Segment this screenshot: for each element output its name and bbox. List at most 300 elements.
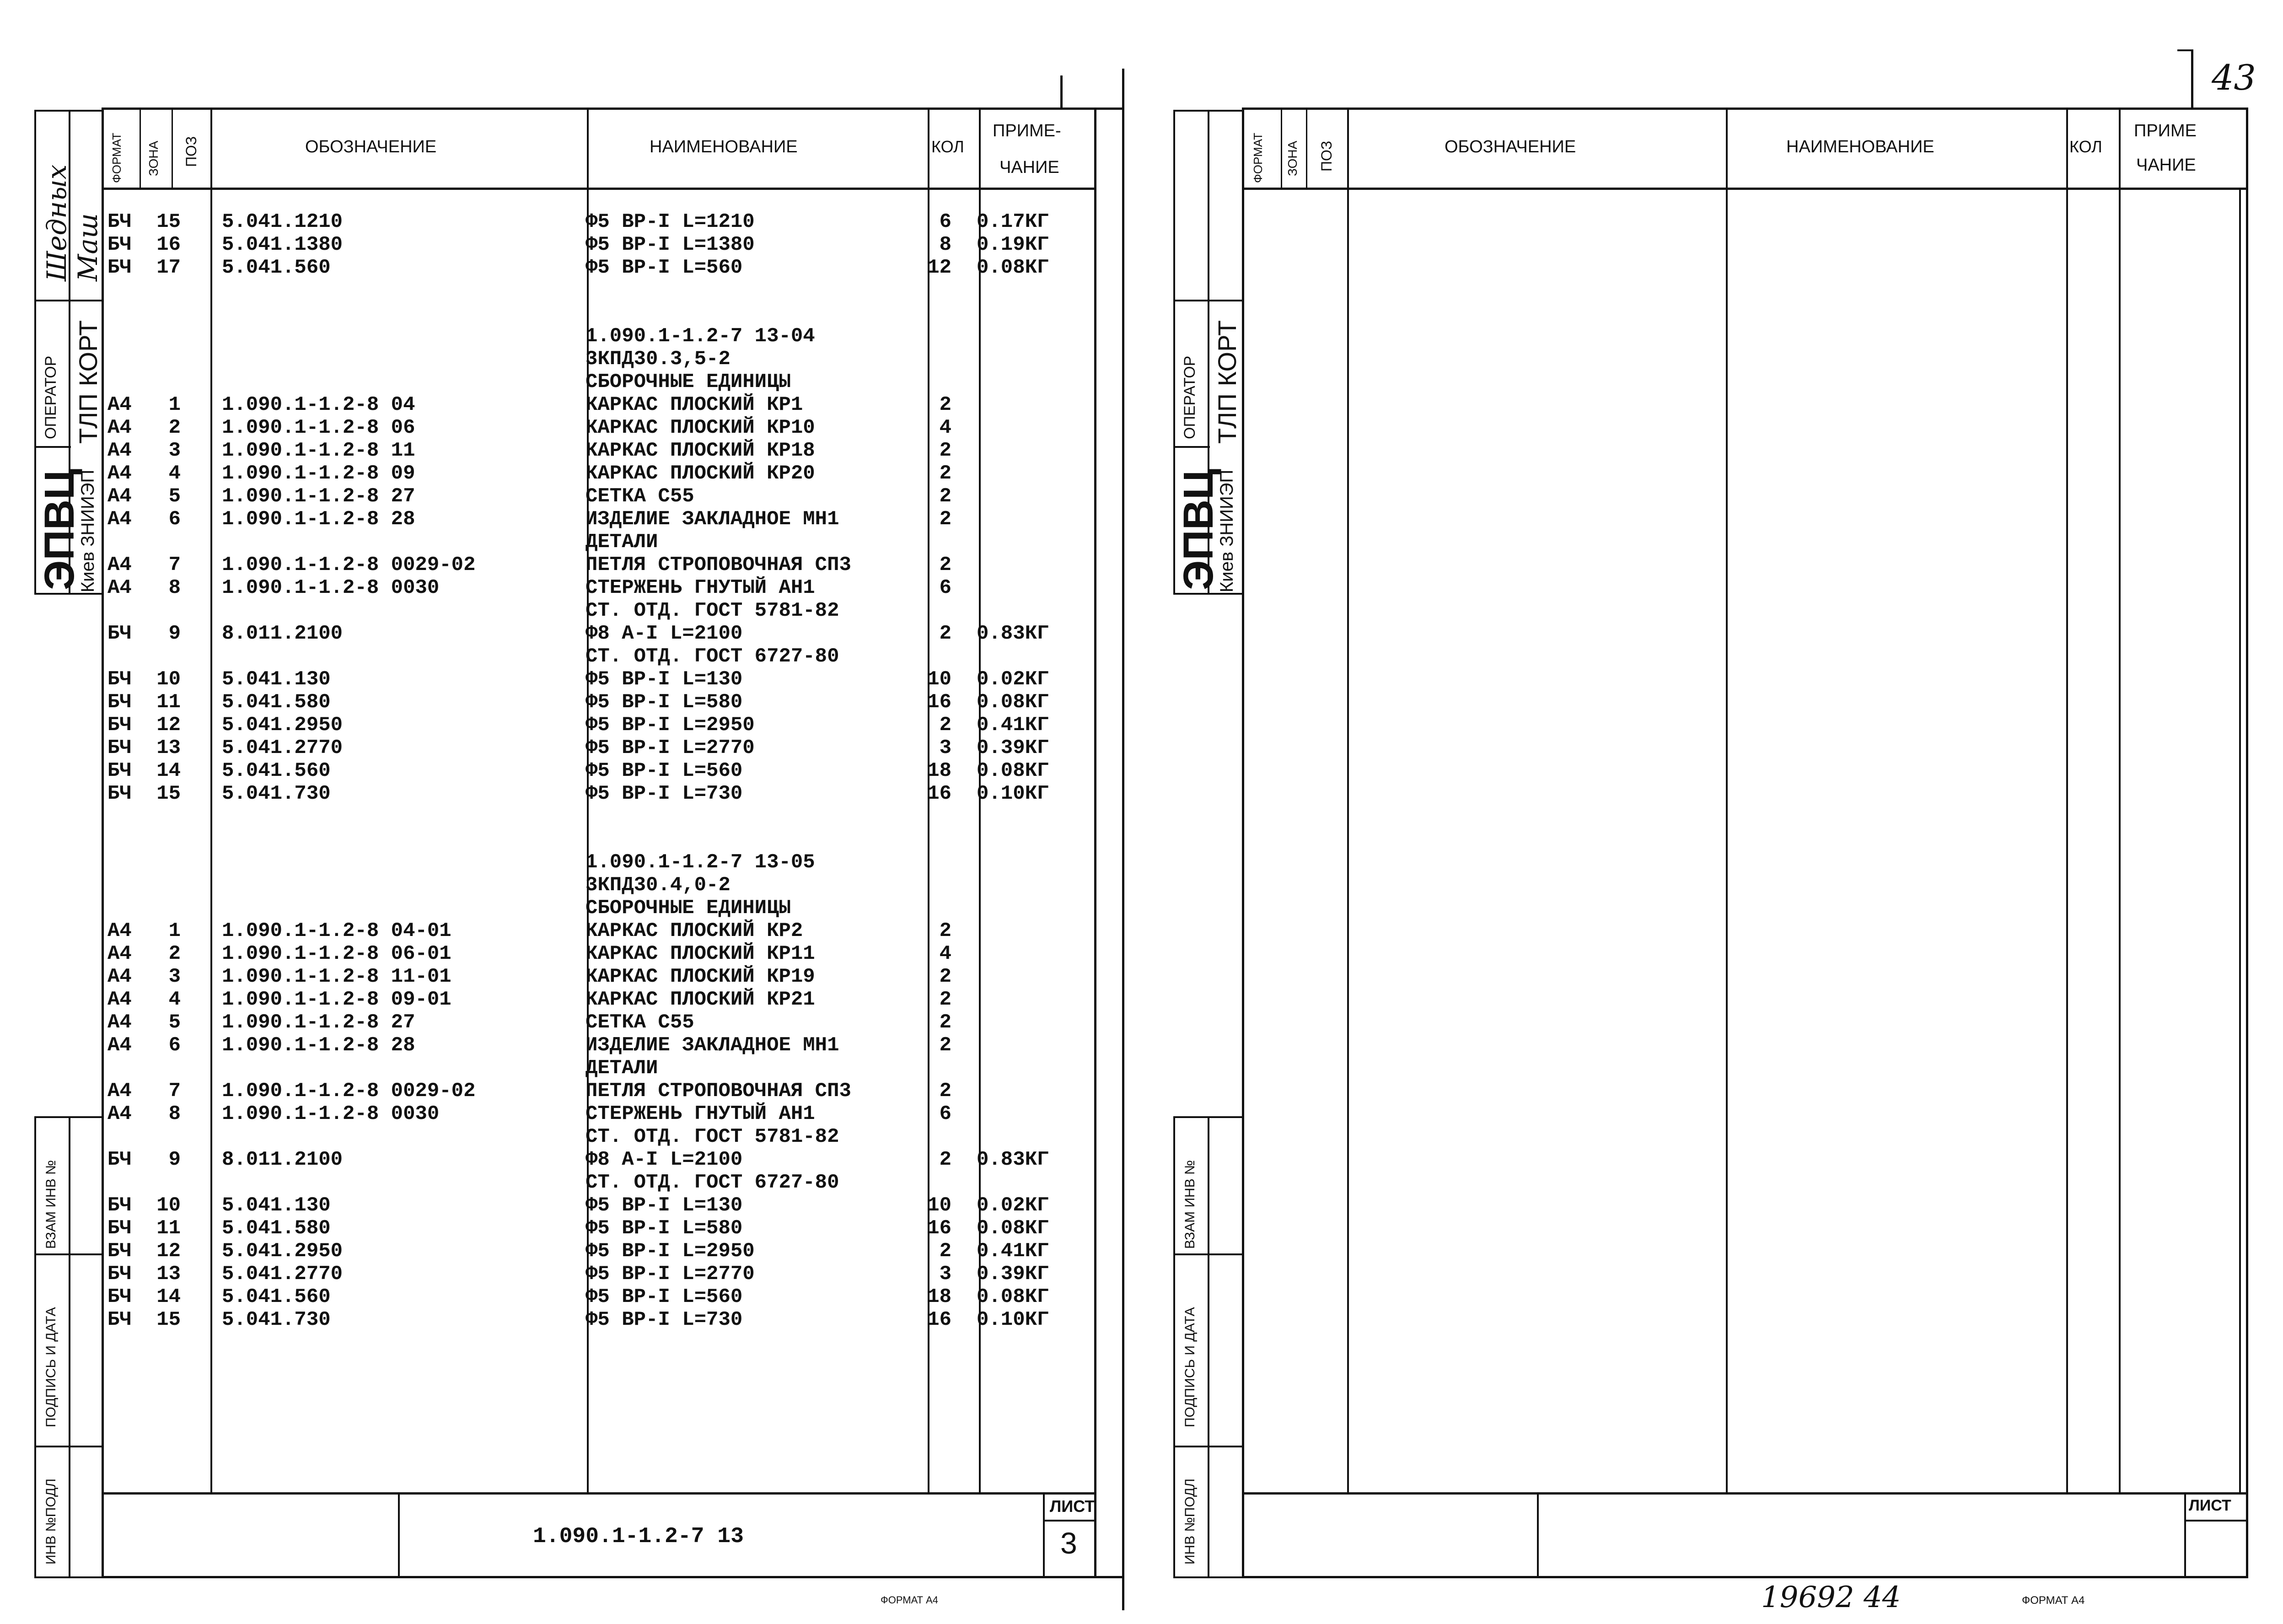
operator-value: ТЛП КОРТ — [74, 320, 102, 444]
header-zona: ЗОНА — [146, 140, 161, 176]
row-poz: 13 — [156, 1263, 181, 1285]
row-qty: 2 — [939, 462, 951, 485]
r-header-poz: ПОЗ — [1318, 140, 1335, 172]
row-qty: 2 — [939, 1080, 951, 1102]
side-fields-mid — [69, 1116, 70, 1578]
row-designation: 8.011.2100 — [222, 1148, 343, 1171]
row-name: Ф5 ВР-I L=2770 — [586, 1263, 755, 1285]
row-format: А4 — [107, 1080, 132, 1102]
row-designation: 1.090.1-1.2-8 28 — [222, 1034, 415, 1057]
spec-row — [107, 874, 1091, 897]
row-poz: 6 — [168, 1034, 181, 1057]
left-stamp-sep-2 — [34, 446, 71, 448]
spec-row — [107, 554, 1091, 576]
row-format: А4 — [107, 439, 132, 462]
row-name: Ф5 ВР-I L=2950 — [586, 1240, 755, 1263]
row-format: БЧ — [107, 233, 132, 256]
row-qty: 3 — [939, 737, 951, 759]
header-primechanie-1: ПРИМЕ- — [993, 121, 1061, 140]
row-poz: 7 — [168, 1080, 181, 1102]
row-format: БЧ — [107, 1194, 132, 1217]
row-poz: 12 — [156, 1240, 181, 1263]
row-designation: 1.090.1-1.2-8 09 — [222, 462, 415, 485]
row-designation: 5.041.130 — [222, 668, 331, 691]
row-poz: 15 — [156, 210, 181, 233]
row-poz: 3 — [168, 439, 181, 462]
row-format: БЧ — [107, 782, 132, 805]
row-format: А4 — [107, 988, 132, 1011]
r-frame-right — [2246, 108, 2248, 1578]
row-format: БЧ — [107, 1308, 132, 1331]
row-qty: 2 — [939, 439, 951, 462]
row-name: 3КПД30.4,0-2 — [586, 874, 731, 897]
spec-row — [107, 691, 1091, 714]
row-format: БЧ — [107, 210, 132, 233]
row-format: А4 — [107, 942, 132, 965]
operator-label: ОПЕРАТОР — [42, 355, 59, 439]
row-format: БЧ — [107, 1240, 132, 1263]
spec-row — [107, 256, 1091, 279]
r-org-sub: Киев ЗНИИЭП — [1217, 469, 1237, 592]
row-designation: 5.041.1210 — [222, 210, 343, 233]
spec-row — [107, 508, 1091, 531]
spec-row — [107, 1217, 1091, 1240]
r-left-stamp-sep — [1173, 300, 1243, 301]
spec-row — [107, 1240, 1091, 1263]
row-poz: 8 — [168, 1102, 181, 1125]
row-qty: 16 — [927, 691, 951, 714]
row-designation: 5.041.130 — [222, 1194, 331, 1217]
row-poz: 14 — [156, 759, 181, 782]
r-header-naimenovanie: НАИМЕНОВАНИЕ — [1786, 137, 1934, 156]
row-poz: 2 — [168, 416, 181, 439]
row-name: ИЗДЕЛИЕ ЗАКЛАДНОЕ МН1 — [586, 508, 839, 531]
row-format: А4 — [107, 965, 132, 988]
row-format: БЧ — [107, 256, 132, 279]
spec-row — [107, 828, 1091, 851]
r-frame-bottom — [1242, 1576, 2248, 1578]
row-qty: 18 — [927, 1285, 951, 1308]
spec-row — [107, 1034, 1091, 1057]
row-qty: 2 — [939, 508, 951, 531]
row-name: Ф5 ВР-I L=560 — [586, 759, 743, 782]
row-poz: 11 — [156, 1217, 181, 1240]
r-operator-label: ОПЕРАТОР — [1181, 355, 1198, 439]
row-name: Ф8 А-I L=2100 — [586, 622, 743, 645]
row-name: КАРКАС ПЛОСКИЙ КР10 — [586, 416, 815, 439]
spec-row — [107, 371, 1091, 393]
row-format: А4 — [107, 576, 132, 599]
spec-row — [107, 851, 1091, 874]
org-main: ЭПВЦ — [36, 468, 83, 590]
spec-row — [107, 1263, 1091, 1285]
row-format: А4 — [107, 554, 132, 576]
row-name: Ф5 ВР-I L=580 — [586, 1217, 743, 1240]
row-format: БЧ — [107, 1217, 132, 1240]
row-note: 0.08КГ — [977, 1285, 1049, 1308]
r-header-separator — [1244, 188, 2246, 190]
spec-row — [107, 988, 1091, 1011]
row-name: Ф5 ВР-I L=130 — [586, 1194, 743, 1217]
row-poz: 5 — [168, 485, 181, 508]
row-qty: 16 — [927, 1308, 951, 1331]
row-qty: 2 — [939, 622, 951, 645]
row-format: БЧ — [107, 1285, 132, 1308]
spec-row — [107, 1148, 1091, 1171]
row-name: КАРКАС ПЛОСКИЙ КР21 — [586, 988, 815, 1011]
row-qty: 2 — [939, 965, 951, 988]
row-note: 0.83КГ — [977, 1148, 1049, 1171]
signature-1: Шедных — [41, 164, 72, 281]
row-name: ИЗДЕЛИЕ ЗАКЛАДНОЕ МН1 — [586, 1034, 839, 1057]
vzam-label: ВЗАМ ИНВ № — [43, 1160, 59, 1249]
left-stamp-sep — [34, 300, 103, 301]
spec-row — [107, 348, 1091, 371]
row-qty: 16 — [927, 1217, 951, 1240]
row-poz: 7 — [168, 554, 181, 576]
row-designation: 5.041.580 — [222, 1217, 331, 1240]
row-name: Ф5 ВР-I L=2950 — [586, 714, 755, 737]
row-designation: 1.090.1-1.2-8 0029-02 — [222, 554, 476, 576]
row-poz: 1 — [168, 920, 181, 942]
col-format-sep — [140, 108, 141, 188]
row-name: СТ. ОТД. ГОСТ 5781-82 — [586, 599, 839, 622]
page-number: 43 — [2212, 57, 2256, 98]
row-name: Ф5 ВР-I L=130 — [586, 668, 743, 691]
spec-row — [107, 462, 1091, 485]
header-kol: КОЛ — [931, 137, 964, 156]
row-name: КАРКАС ПЛОСКИЙ КР1 — [586, 393, 803, 416]
row-designation: 1.090.1-1.2-8 0029-02 — [222, 1080, 476, 1102]
fold-line — [1122, 69, 1124, 1610]
row-note: 0.19КГ — [977, 233, 1049, 256]
frame-tick — [1060, 75, 1063, 110]
row-poz: 10 — [156, 668, 181, 691]
row-poz: 17 — [156, 256, 181, 279]
spec-row — [107, 759, 1091, 782]
spec-row — [107, 1057, 1091, 1080]
signature-2: Маш — [72, 213, 103, 281]
row-designation: 1.090.1-1.2-8 06-01 — [222, 942, 451, 965]
row-designation: 1.090.1-1.2-8 27 — [222, 485, 415, 508]
r-side-fields-mid — [1208, 1116, 1209, 1578]
row-name: КАРКАС ПЛОСКИЙ КР2 — [586, 920, 803, 942]
r-header-primechanie-2: ЧАНИЕ — [2136, 156, 2196, 175]
header-oboznachenie: ОБОЗНАЧЕНИЕ — [305, 137, 437, 156]
spec-row — [107, 737, 1091, 759]
spec-row — [107, 965, 1091, 988]
r-col-name-sep — [2066, 108, 2068, 1494]
row-name: 1.090.1-1.2-7 13-04 — [586, 325, 815, 348]
r-left-stamp-sep-2 — [1173, 446, 1210, 448]
row-designation: 5.041.2950 — [222, 1240, 343, 1263]
spec-row — [107, 622, 1091, 645]
r-org-main: ЭПВЦ — [1175, 468, 1222, 590]
spec-row — [107, 714, 1091, 737]
r-header-kol: КОЛ — [2069, 137, 2102, 156]
row-name: ПЕТЛЯ СТРОПОВОЧНАЯ СП3 — [586, 1080, 851, 1102]
archive-number: 19692 44 — [1761, 1581, 1901, 1614]
spec-row — [107, 416, 1091, 439]
row-name: Ф5 ВР-I L=730 — [586, 782, 743, 805]
row-qty: 4 — [939, 942, 951, 965]
spec-row — [107, 1308, 1091, 1331]
row-format: БЧ — [107, 714, 132, 737]
row-name: Ф5 ВР-I L=560 — [586, 1285, 743, 1308]
row-name: СЕТКА С55 — [586, 485, 694, 508]
row-poz: 15 — [156, 1308, 181, 1331]
row-format: А4 — [107, 1011, 132, 1034]
row-designation: 5.041.2770 — [222, 737, 343, 759]
row-format: БЧ — [107, 1148, 132, 1171]
row-note: 0.41КГ — [977, 714, 1049, 737]
row-note: 0.10КГ — [977, 1308, 1049, 1331]
r-col-zona-sep — [1306, 108, 1307, 188]
footer-doc-number: 1.090.1-1.2-7 13 — [533, 1524, 744, 1549]
row-note: 0.83КГ — [977, 622, 1049, 645]
spec-row — [107, 1125, 1091, 1148]
frame-bottom — [102, 1576, 1124, 1578]
spec-row — [107, 805, 1091, 828]
row-name: ПЕТЛЯ СТРОПОВОЧНАЯ СП3 — [586, 554, 851, 576]
row-name: КАРКАС ПЛОСКИЙ КР18 — [586, 439, 815, 462]
row-qty: 2 — [939, 714, 951, 737]
row-designation: 5.041.560 — [222, 1285, 331, 1308]
format-label-right: ФОРМАТ А4 — [2022, 1594, 2085, 1607]
r-header-format: ФОРМАТ — [1251, 133, 1265, 183]
row-qty: 12 — [927, 256, 951, 279]
r-corner-tick-v — [2191, 50, 2193, 110]
footer-sheet-number: 3 — [1060, 1526, 1077, 1560]
row-poz: 9 — [168, 1148, 181, 1171]
r-footer-sheet-label: ЛИСТ — [2189, 1497, 2231, 1514]
r-footer-sep-2 — [2184, 1492, 2186, 1577]
inv-label: ИНВ №ПОДЛ — [43, 1479, 59, 1565]
r-col-format-sep — [1281, 108, 1282, 188]
row-qty: 2 — [939, 1240, 951, 1263]
row-poz: 11 — [156, 691, 181, 714]
row-poz: 4 — [168, 462, 181, 485]
row-format: А4 — [107, 508, 132, 531]
row-designation: 5.041.2950 — [222, 714, 343, 737]
r-table-bottom — [1244, 1492, 2246, 1495]
spec-row — [107, 668, 1091, 691]
row-name: Ф5 ВР-I L=560 — [586, 256, 743, 279]
row-name: КАРКАС ПЛОСКИЙ КР19 — [586, 965, 815, 988]
row-designation: 1.090.1-1.2-8 27 — [222, 1011, 415, 1034]
spec-row — [107, 485, 1091, 508]
row-name: СТЕРЖЕНЬ ГНУТЫЙ АН1 — [586, 576, 815, 599]
row-qty: 10 — [927, 668, 951, 691]
row-poz: 13 — [156, 737, 181, 759]
row-poz: 16 — [156, 233, 181, 256]
frame-top — [102, 108, 1124, 110]
col-zona-sep — [172, 108, 173, 188]
row-name: Ф5 ВР-I L=1210 — [586, 210, 755, 233]
row-format: БЧ — [107, 737, 132, 759]
podp-label: ПОДПИСЬ И ДАТА — [43, 1307, 59, 1427]
row-designation: 1.090.1-1.2-8 0030 — [222, 576, 440, 599]
row-designation: 1.090.1-1.2-8 06 — [222, 416, 415, 439]
row-qty: 2 — [939, 393, 951, 416]
r-col-poz-sep — [1347, 108, 1349, 1494]
r-col-des-sep — [1726, 108, 1728, 1494]
row-note: 0.39КГ — [977, 1263, 1049, 1285]
r-operator-value: ТЛП КОРТ — [1213, 320, 1241, 444]
row-name: Ф5 ВР-I L=2770 — [586, 737, 755, 759]
row-format: БЧ — [107, 668, 132, 691]
spec-row — [107, 1285, 1091, 1308]
row-qty: 8 — [939, 233, 951, 256]
row-poz: 12 — [156, 714, 181, 737]
r-header-zona: ЗОНА — [1285, 140, 1300, 176]
row-name: Ф5 ВР-I L=730 — [586, 1308, 743, 1331]
spec-row — [107, 233, 1091, 256]
header-primechanie-2: ЧАНИЕ — [999, 158, 1059, 177]
row-designation: 1.090.1-1.2-8 11 — [222, 439, 415, 462]
row-note: 0.08КГ — [977, 1217, 1049, 1240]
row-format: БЧ — [107, 691, 132, 714]
org-sub: Киев ЗНИИЭП — [78, 469, 98, 592]
spec-row — [107, 942, 1091, 965]
row-format: А4 — [107, 920, 132, 942]
row-name: КАРКАС ПЛОСКИЙ КР20 — [586, 462, 815, 485]
row-poz: 5 — [168, 1011, 181, 1034]
spec-row — [107, 393, 1091, 416]
row-poz: 6 — [168, 508, 181, 531]
row-name: ДЕТАЛИ — [586, 1057, 658, 1080]
row-designation: 8.011.2100 — [222, 622, 343, 645]
row-poz: 8 — [168, 576, 181, 599]
footer-sep-1 — [398, 1492, 400, 1577]
row-name: Ф5 ВР-I L=1380 — [586, 233, 755, 256]
row-designation: 5.041.2770 — [222, 1263, 343, 1285]
row-designation: 5.041.580 — [222, 691, 331, 714]
r-vzam-label: ВЗАМ ИНВ № — [1182, 1160, 1198, 1249]
spec-row — [107, 1080, 1091, 1102]
r-side-fields-sep-2 — [1173, 1446, 1243, 1447]
row-poz: 4 — [168, 988, 181, 1011]
row-note: 0.02КГ — [977, 668, 1049, 691]
row-poz: 2 — [168, 942, 181, 965]
r-col-kol-sep — [2119, 108, 2121, 1494]
row-format: А4 — [107, 462, 132, 485]
spec-row — [107, 920, 1091, 942]
row-poz: 14 — [156, 1285, 181, 1308]
table-bottom — [104, 1492, 1094, 1495]
row-designation: 5.041.560 — [222, 759, 331, 782]
row-note: 0.08КГ — [977, 759, 1049, 782]
row-qty: 2 — [939, 1034, 951, 1057]
row-designation: 5.041.730 — [222, 1308, 331, 1331]
row-qty: 18 — [927, 759, 951, 782]
row-note: 0.17КГ — [977, 210, 1049, 233]
spec-row — [107, 210, 1091, 233]
row-note: 0.41КГ — [977, 1240, 1049, 1263]
header-poz: ПОЗ — [183, 136, 199, 167]
row-name: СБОРОЧНЫЕ ЕДИНИЦЫ — [586, 897, 791, 920]
r-inv-label: ИНВ №ПОДЛ — [1182, 1479, 1198, 1565]
row-format: БЧ — [107, 622, 132, 645]
row-format: А4 — [107, 393, 132, 416]
row-name: СБОРОЧНЫЕ ЕДИНИЦЫ — [586, 371, 791, 393]
row-name: Ф8 А-I L=2100 — [586, 1148, 743, 1171]
row-designation: 1.090.1-1.2-8 04-01 — [222, 920, 451, 942]
row-designation: 1.090.1-1.2-8 04 — [222, 393, 415, 416]
side-fields-sep-1 — [34, 1253, 103, 1255]
row-name: СТЕРЖЕНЬ ГНУТЫЙ АН1 — [586, 1102, 815, 1125]
r-footer-sep-1 — [1537, 1492, 1539, 1577]
row-designation: 1.090.1-1.2-8 28 — [222, 508, 415, 531]
row-qty: 16 — [927, 782, 951, 805]
row-note: 0.39КГ — [977, 737, 1049, 759]
spec-row — [107, 897, 1091, 920]
spec-row — [107, 1194, 1091, 1217]
row-poz: 10 — [156, 1194, 181, 1217]
header-naimenovanie: НАИМЕНОВАНИЕ — [650, 137, 798, 156]
side-fields-sep-2 — [34, 1446, 103, 1447]
row-note: 0.10КГ — [977, 782, 1049, 805]
header-separator — [104, 188, 1094, 190]
row-qty: 2 — [939, 1148, 951, 1171]
row-poz: 9 — [168, 622, 181, 645]
row-poz: 15 — [156, 782, 181, 805]
footer-sheet-line — [1043, 1520, 1096, 1522]
spec-row — [107, 576, 1091, 599]
spec-row — [107, 782, 1091, 805]
row-designation: 5.041.560 — [222, 256, 331, 279]
row-qty: 10 — [927, 1194, 951, 1217]
row-name: СЕТКА С55 — [586, 1011, 694, 1034]
r-header-primechanie-1: ПРИМЕ — [2134, 121, 2197, 140]
row-qty: 6 — [939, 576, 951, 599]
row-qty: 3 — [939, 1263, 951, 1285]
spec-rows — [107, 210, 1091, 1331]
row-qty: 2 — [939, 920, 951, 942]
frame-right — [1094, 108, 1096, 1578]
row-designation: 1.090.1-1.2-8 0030 — [222, 1102, 440, 1125]
row-qty: 4 — [939, 416, 951, 439]
row-qty: 6 — [939, 210, 951, 233]
row-name: 3КПД30.3,5-2 — [586, 348, 731, 371]
row-note: 0.08КГ — [977, 256, 1049, 279]
spec-row — [107, 531, 1091, 554]
r-col-note-edge — [2239, 190, 2241, 1494]
footer-sep-2 — [1043, 1492, 1045, 1577]
row-qty: 6 — [939, 1102, 951, 1125]
spec-row — [107, 1102, 1091, 1125]
r-corner-tick-h — [2177, 49, 2193, 51]
row-name: Ф5 ВР-I L=580 — [586, 691, 743, 714]
row-format: БЧ — [107, 759, 132, 782]
r-frame-top — [1242, 108, 2248, 110]
r-footer-sheet-line — [2184, 1520, 2248, 1522]
row-qty: 2 — [939, 554, 951, 576]
row-name: 1.090.1-1.2-7 13-05 — [586, 851, 815, 874]
spec-row — [107, 439, 1091, 462]
row-qty: 2 — [939, 485, 951, 508]
row-format: БЧ — [107, 1263, 132, 1285]
row-format: А4 — [107, 1034, 132, 1057]
row-format: А4 — [107, 1102, 132, 1125]
row-name: СТ. ОТД. ГОСТ 6727-80 — [586, 645, 839, 668]
row-qty: 2 — [939, 1011, 951, 1034]
spec-row — [107, 599, 1091, 622]
row-designation: 5.041.730 — [222, 782, 331, 805]
row-designation: 1.090.1-1.2-8 09-01 — [222, 988, 451, 1011]
row-name: ДЕТАЛИ — [586, 531, 658, 554]
r-side-fields-sep-1 — [1173, 1253, 1243, 1255]
